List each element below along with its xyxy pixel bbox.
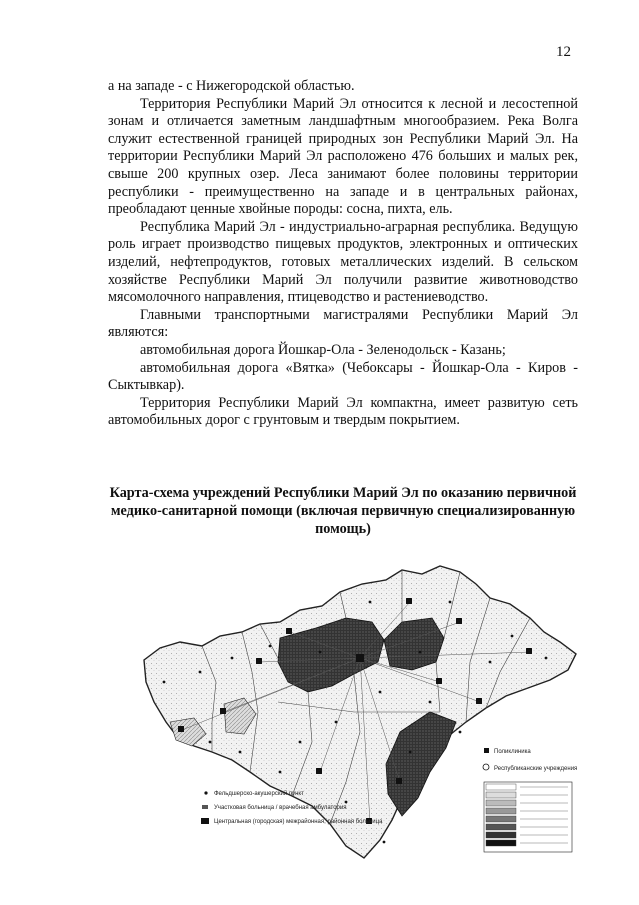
paragraph: Территория Республики Марий Эл компактна, имеет развитую сеть автомобильных дорог с грунтовым и твердым покрытием.	[108, 394, 578, 429]
page-number: 12	[556, 44, 571, 60]
legend-item: Республиканские учреждения	[494, 766, 578, 772]
map-legend-right	[483, 748, 577, 852]
legend-item: Фельдшерско-акушерский пункт	[214, 791, 304, 797]
paragraph: Территория Республики Марий Эл относится к лесной и лесостепной зонам и отличается заметным ландшафтным многообразием. Река Волга служит естественной границей природных зон Республики Марий Эл. На территории Республики Марий Эл расположено 476 больших и малых рек, свыше 200 крупных озер. Леса занимают более половины территории республики - преимущественно на западе и в центральных районах, преобладают ценные хвойные породы: сосна, пихта, ель.	[108, 95, 578, 218]
legend-item: Центральная (городская) межрайонная, районная больница	[214, 819, 383, 825]
paragraph: а на западе - с Нижегородской областью.	[108, 78, 355, 94]
map-figure	[140, 562, 580, 862]
list-item: автомобильная дорога «Вятка» (Чебоксары - Йошкар-Ола - Киров - Сыктывкар).	[108, 359, 578, 394]
list-item: автомобильная дорога Йошкар-Ола - Зеленодольск - Казань;	[140, 341, 506, 358]
map-title: Карта-схема учреждений Республики Марий Эл по оказанию первичной медико-санитарной помощи (включая первичную специализированную помощь)	[109, 485, 577, 537]
paragraph: Главными транспортными магистралями Республики Марий Эл являются:	[108, 306, 578, 341]
body-text	[108, 78, 578, 430]
legend-item: Поликлиника	[494, 749, 531, 755]
legend-item: Участковая больница / врачебная амбулатория	[214, 805, 347, 811]
paragraph: Республика Марий Эл - индустриально-аграрная республика. Ведущую роль играет производство пищевых продуктов, электронных и оптических изделий, нефтепродуктов, готовых металлических изделий. В сельском хозяйстве Республики Марий Эл получили развитие животноводство мясомолочного направления, птицеводство и растениеводство.	[108, 218, 578, 306]
legend-scale	[484, 782, 572, 852]
region-map	[140, 562, 580, 862]
